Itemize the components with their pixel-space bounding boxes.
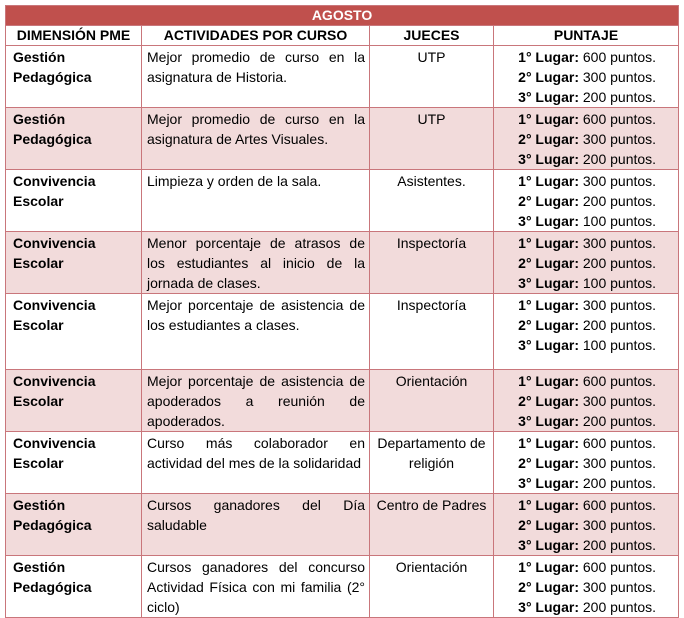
- place-label: 1° Lugar:: [518, 173, 579, 189]
- dimension-line: Convivencia: [13, 297, 96, 313]
- score-line: [498, 453, 656, 473]
- score-line: [498, 557, 656, 577]
- dimension-line: Escolar: [13, 255, 64, 271]
- dimension-line: Escolar: [13, 317, 64, 333]
- score-value: 300 puntos.: [582, 69, 657, 85]
- place-label: 2° Lugar:: [518, 317, 579, 333]
- score-value: 300 puntos.: [582, 235, 657, 251]
- score-value: 100 puntos.: [582, 275, 657, 291]
- score-line: [498, 67, 656, 87]
- place-label: 3° Lugar:: [518, 475, 579, 491]
- score-line: [498, 535, 656, 555]
- dimension-cell: [6, 370, 142, 432]
- score-line: [498, 495, 656, 515]
- place-label: 2° Lugar:: [518, 517, 579, 533]
- score-line: [498, 191, 656, 211]
- dimension-line: Gestión: [13, 559, 66, 575]
- dimension-cell: [6, 556, 142, 618]
- judges-cell: Centro de Padres: [370, 494, 494, 556]
- table-row: [6, 294, 679, 370]
- score-value: 200 puntos.: [582, 599, 657, 615]
- table-row: [6, 232, 679, 294]
- score-line: [498, 149, 656, 169]
- place-label: 1° Lugar:: [518, 497, 579, 513]
- dimension-cell: [6, 294, 142, 370]
- dimension-line: Pedagógica: [13, 579, 92, 595]
- dimension-line: Convivencia: [13, 235, 96, 251]
- score-cell: [494, 432, 679, 494]
- score-cell: [494, 232, 679, 294]
- place-label: 1° Lugar:: [518, 435, 579, 451]
- place-label: 3° Lugar:: [518, 413, 579, 429]
- judges-cell: Inspectoría: [370, 232, 494, 294]
- score-line: [498, 47, 656, 67]
- place-label: 3° Lugar:: [518, 89, 579, 105]
- place-label: 3° Lugar:: [518, 151, 579, 167]
- score-value: 300 puntos.: [582, 173, 657, 189]
- judges-cell: UTP: [370, 108, 494, 170]
- score-value: 200 puntos.: [582, 89, 657, 105]
- activity-cell: Mejor promedio de curso en la asignatura de Historia.: [142, 46, 370, 108]
- score-value: 300 puntos.: [582, 517, 657, 533]
- table-row: [6, 108, 679, 170]
- dimension-cell: [6, 232, 142, 294]
- score-value: 300 puntos.: [582, 455, 657, 471]
- dimension-line: Gestión: [13, 497, 66, 513]
- dimension-line: Convivencia: [13, 173, 96, 189]
- score-value: 100 puntos.: [582, 337, 657, 353]
- dimension-line: Escolar: [13, 455, 64, 471]
- header-dimension: DIMENSIÓN PME: [6, 26, 142, 46]
- table-row: [6, 46, 679, 108]
- score-value: 600 puntos.: [582, 497, 657, 513]
- place-label: 1° Lugar:: [518, 235, 579, 251]
- dimension-cell: [6, 108, 142, 170]
- dimension-line: Gestión: [13, 111, 66, 127]
- activity-cell: Limpieza y orden de la sala.: [142, 170, 370, 232]
- score-line: [498, 335, 656, 355]
- schedule-table: [5, 5, 679, 618]
- score-line: [498, 411, 656, 431]
- dimension-line: Pedagógica: [13, 131, 92, 147]
- dimension-line: Gestión: [13, 49, 66, 65]
- place-label: 1° Lugar:: [518, 297, 579, 313]
- score-value: 300 puntos.: [582, 393, 657, 409]
- activity-cell: Menor porcentaje de atrasos de los estudiantes al inicio de la jornada de clases.: [142, 232, 370, 294]
- header-activity: ACTIVIDADES POR CURSO: [142, 26, 370, 46]
- score-line: [498, 171, 656, 191]
- dimension-line: Convivencia: [13, 373, 96, 389]
- place-label: 2° Lugar:: [518, 69, 579, 85]
- judges-cell: Asistentes.: [370, 170, 494, 232]
- score-line: [498, 315, 656, 335]
- score-line: [498, 577, 656, 597]
- dimension-cell: [6, 494, 142, 556]
- score-line: [498, 87, 656, 107]
- dimension-line: Escolar: [13, 193, 64, 209]
- activity-cell: Mejor porcentaje de asistencia de apoderados a reunión de apoderados.: [142, 370, 370, 432]
- score-cell: [494, 108, 679, 170]
- score-value: 600 puntos.: [582, 435, 657, 451]
- place-label: 2° Lugar:: [518, 579, 579, 595]
- score-line: [498, 433, 656, 453]
- score-value: 200 puntos.: [582, 317, 657, 333]
- score-value: 300 puntos.: [582, 131, 657, 147]
- score-line: [498, 253, 656, 273]
- place-label: 3° Lugar:: [518, 599, 579, 615]
- place-label: 2° Lugar:: [518, 393, 579, 409]
- table-row: [6, 170, 679, 232]
- table-row: [6, 370, 679, 432]
- table-row: [6, 432, 679, 494]
- score-line: [498, 391, 656, 411]
- score-value: 600 puntos.: [582, 559, 657, 575]
- place-label: 3° Lugar:: [518, 213, 579, 229]
- score-line: [498, 273, 656, 293]
- place-label: 2° Lugar:: [518, 255, 579, 271]
- activity-cell: Cursos ganadores del concurso Actividad Física con mi familia (2° ciclo): [142, 556, 370, 618]
- score-line: [498, 109, 656, 129]
- place-label: 2° Lugar:: [518, 455, 579, 471]
- score-line: [498, 473, 656, 493]
- place-label: 2° Lugar:: [518, 193, 579, 209]
- judges-cell: Orientación: [370, 556, 494, 618]
- score-line: [498, 515, 656, 535]
- score-cell: [494, 556, 679, 618]
- score-value: 200 puntos.: [582, 413, 657, 429]
- score-value: 200 puntos.: [582, 151, 657, 167]
- place-label: 1° Lugar:: [518, 373, 579, 389]
- score-line: [498, 233, 656, 253]
- activity-cell: Cursos ganadores del Día saludable: [142, 494, 370, 556]
- score-value: 600 puntos.: [582, 111, 657, 127]
- judges-cell: Departamento de religión: [370, 432, 494, 494]
- place-label: 1° Lugar:: [518, 111, 579, 127]
- activity-cell: Mejor promedio de curso en la asignatura de Artes Visuales.: [142, 108, 370, 170]
- score-value: 600 puntos.: [582, 373, 657, 389]
- score-cell: [494, 170, 679, 232]
- dimension-line: Convivencia: [13, 435, 96, 451]
- score-value: 600 puntos.: [582, 49, 657, 65]
- dimension-line: Pedagógica: [13, 517, 92, 533]
- header-judges: JUECES: [370, 26, 494, 46]
- score-value: 300 puntos.: [582, 297, 657, 313]
- score-cell: [494, 370, 679, 432]
- header-score: PUNTAJE: [494, 26, 679, 46]
- score-line: [498, 295, 656, 315]
- score-value: 200 puntos.: [582, 193, 657, 209]
- dimension-cell: [6, 46, 142, 108]
- place-label: 3° Lugar:: [518, 275, 579, 291]
- score-line: [498, 597, 656, 617]
- table-row: [6, 494, 679, 556]
- dimension-line: Pedagógica: [13, 69, 92, 85]
- score-cell: [494, 294, 679, 370]
- score-value: 100 puntos.: [582, 213, 657, 229]
- dimension-line: Escolar: [13, 393, 64, 409]
- table-row: [6, 556, 679, 618]
- score-value: 200 puntos.: [582, 537, 657, 553]
- place-label: 1° Lugar:: [518, 559, 579, 575]
- place-label: 2° Lugar:: [518, 131, 579, 147]
- score-cell: [494, 494, 679, 556]
- month-header: AGOSTO: [6, 6, 679, 26]
- activity-cell: Mejor porcentaje de asistencia de los estudiantes a clases.: [142, 294, 370, 370]
- table-body: [6, 46, 679, 618]
- dimension-cell: [6, 432, 142, 494]
- place-label: 1° Lugar:: [518, 49, 579, 65]
- score-value: 200 puntos.: [582, 255, 657, 271]
- score-cell: [494, 46, 679, 108]
- score-line: [498, 129, 656, 149]
- activity-cell: Curso más colaborador en actividad del mes de la solidaridad: [142, 432, 370, 494]
- dimension-cell: [6, 170, 142, 232]
- place-label: 3° Lugar:: [518, 537, 579, 553]
- place-label: 3° Lugar:: [518, 337, 579, 353]
- score-value: 200 puntos.: [582, 475, 657, 491]
- score-line: [498, 211, 656, 231]
- judges-cell: Inspectoría: [370, 294, 494, 370]
- judges-cell: UTP: [370, 46, 494, 108]
- score-value: 300 puntos.: [582, 579, 657, 595]
- score-line: [498, 371, 656, 391]
- judges-cell: Orientación: [370, 370, 494, 432]
